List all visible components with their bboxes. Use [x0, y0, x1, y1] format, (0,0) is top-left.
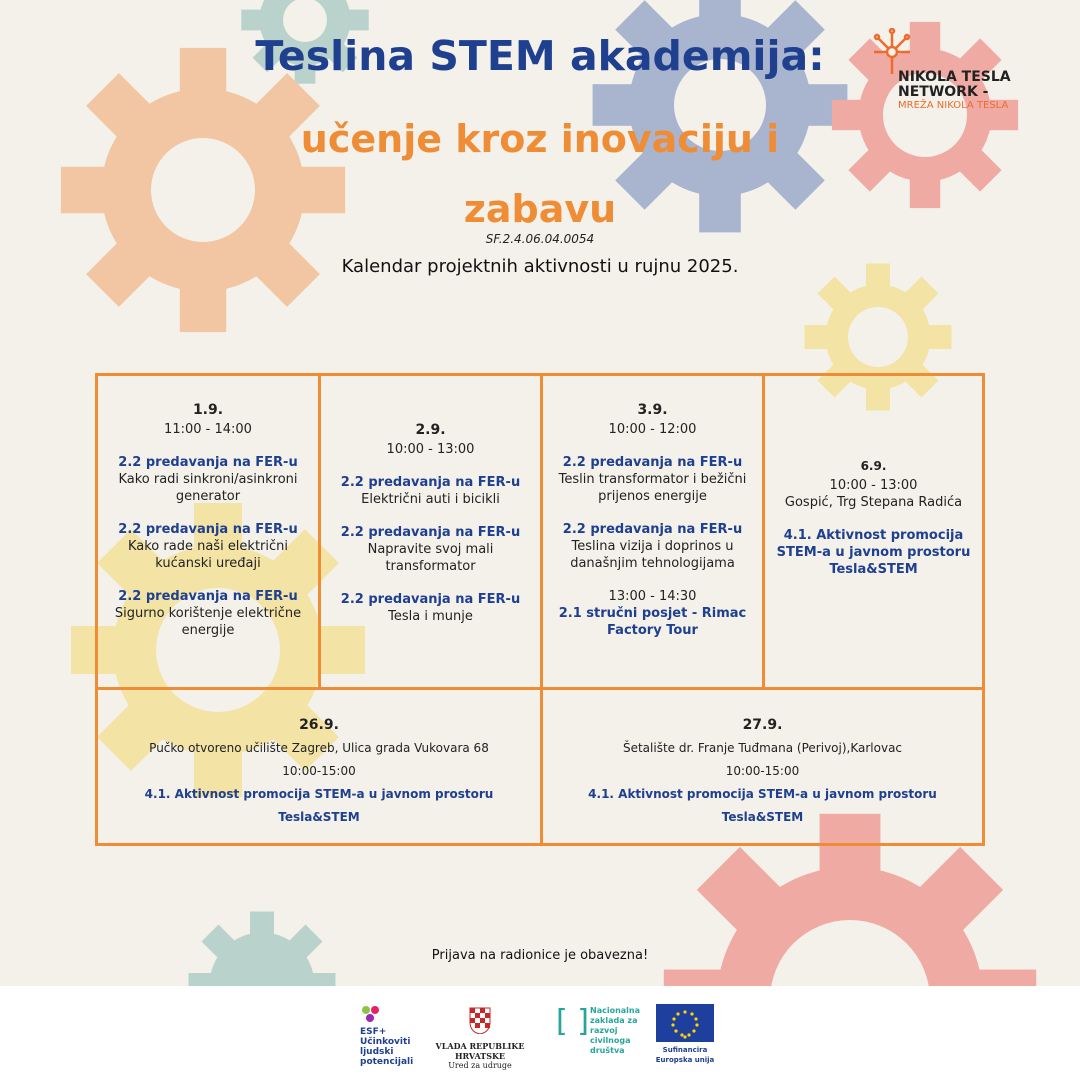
- event: [106, 521, 310, 572]
- day-cell-2: [321, 422, 540, 641]
- time: 11:00 - 14:00: [164, 422, 252, 437]
- title-line-2: učenje kroz inovaciju i: [300, 117, 780, 161]
- logo-text: [898, 70, 1011, 100]
- event-desc: Kako radi sinkroni/asinkroni generator: [118, 472, 298, 504]
- event: [106, 454, 310, 505]
- croatian-coat-of-arms-icon: [468, 1004, 492, 1034]
- logo-line-1: NIKOLA TESLA: [898, 69, 1011, 85]
- esf-logo: [360, 1004, 414, 1067]
- event-desc: Električni auti i bicikli: [361, 492, 500, 507]
- date: 1.9.: [192, 402, 224, 418]
- esf-label: ESF+: [360, 1027, 387, 1037]
- time: 10:00 - 12:00: [608, 422, 697, 437]
- title-line-3: zabavu: [463, 187, 617, 231]
- event: [551, 521, 754, 572]
- date: 2.9.: [415, 422, 446, 438]
- day-cell-6: [543, 714, 982, 829]
- esf-text: Učinkoviti ljudski potencijali: [360, 1037, 414, 1067]
- location: Pučko otvoreno učilište Zagreb, Ulica grada Vukovara 68: [149, 741, 489, 755]
- esf-icon: [360, 1004, 382, 1024]
- time: 13:00 - 14:30: [608, 589, 697, 604]
- event-desc: Kako rade naši električni kućanski uređaji: [127, 539, 289, 571]
- vlada-text: VLADA REPUBLIKE HRVATSKE: [435, 1041, 525, 1061]
- activity: 4.1. Aktivnost promocija STEM-a u javnom prostoru: [776, 528, 971, 560]
- vlada-sub: Ured za udruge: [448, 1061, 512, 1070]
- day-cell-1: [98, 402, 318, 655]
- eu-logo: [654, 1004, 716, 1065]
- event: [329, 474, 532, 508]
- event-desc: Tesla i munje: [388, 609, 473, 624]
- time: 10:00 - 13:00: [386, 442, 475, 457]
- day-cell-4: [765, 458, 982, 578]
- nikola-tesla-network-logo: [868, 28, 1028, 118]
- event-type: 2.2 predavanja na FER-u: [118, 455, 298, 470]
- registration-note: Prijava na radionice je obavezna!: [431, 948, 649, 963]
- date: 3.9.: [637, 402, 668, 418]
- brand: Tesla&STEM: [829, 562, 918, 577]
- day-cell-3: [543, 402, 762, 639]
- day-cell-5: [98, 714, 540, 829]
- brand: Tesla&STEM: [278, 810, 360, 824]
- event: [106, 588, 310, 639]
- event-type: 2.2 predavanja na FER-u: [340, 525, 521, 540]
- logo-line-3: MREŽA NIKOLA TESLA: [898, 100, 1009, 111]
- location: Gospić, Trg Stepana Radića: [784, 495, 963, 510]
- title-line-1: Teslina STEM akademija:: [255, 32, 825, 80]
- vlada-logo: [420, 1004, 540, 1071]
- sponsor-footer: [0, 986, 1080, 1080]
- bracket-icon: [ ]: [556, 1004, 589, 1039]
- eu-flag-icon: [656, 1004, 714, 1042]
- event: [551, 454, 754, 505]
- event-type: 2.2 predavanja na FER-u: [118, 522, 298, 537]
- event-desc: Sigurno korištenje električne energije: [114, 606, 302, 638]
- title-line-2-3: [0, 104, 1080, 244]
- event-desc: Napravite svoj mali transformator: [367, 542, 494, 574]
- eu-text: Sufinancira Europska unija: [655, 1046, 715, 1064]
- time: 10:00-15:00: [725, 764, 800, 778]
- event: [329, 524, 532, 575]
- divider: [98, 687, 982, 690]
- project-code: SF.2.4.06.04.0054: [485, 232, 595, 246]
- activity: 4.1. Aktivnost promocija STEM-a u javnom prostoru: [144, 787, 494, 801]
- subtitle: Kalendar projektnih aktivnosti u rujnu 2025.: [341, 256, 739, 277]
- logo-line-2: NETWORK -: [898, 84, 989, 100]
- time: 10:00-15:00: [282, 764, 356, 778]
- event-desc: Teslin transformator i bežični prijenos energije: [558, 472, 747, 504]
- event-type: 2.2 predavanja na FER-u: [118, 589, 298, 604]
- brand: Tesla&STEM: [721, 810, 804, 824]
- event-type: 2.2 predavanja na FER-u: [340, 592, 521, 607]
- activity-calendar: [95, 373, 985, 846]
- date: 6.9.: [860, 459, 887, 473]
- event: [329, 591, 532, 625]
- event-type: 2.2 predavanja na FER-u: [562, 522, 743, 537]
- date: 27.9.: [742, 717, 783, 733]
- zaklada-text: Nacionalna zaklada za razvoj civilnoga društva: [590, 1006, 641, 1055]
- event-type: 2.2 predavanja na FER-u: [562, 455, 743, 470]
- event-type: 2.2 predavanja na FER-u: [340, 475, 521, 490]
- event-desc: Teslina vizija i doprinos u današnjim tehnologijama: [570, 539, 735, 571]
- time: 10:00 - 13:00: [829, 478, 918, 493]
- date: 26.9.: [299, 717, 339, 733]
- visit-title: 2.1 stručni posjet - Rimac Factory Tour: [558, 606, 747, 638]
- activity: 4.1. Aktivnost promocija STEM-a u javnom prostoru: [588, 787, 937, 801]
- location: Šetalište dr. Franje Tuđmana (Perivoj),Karlovac: [622, 741, 903, 755]
